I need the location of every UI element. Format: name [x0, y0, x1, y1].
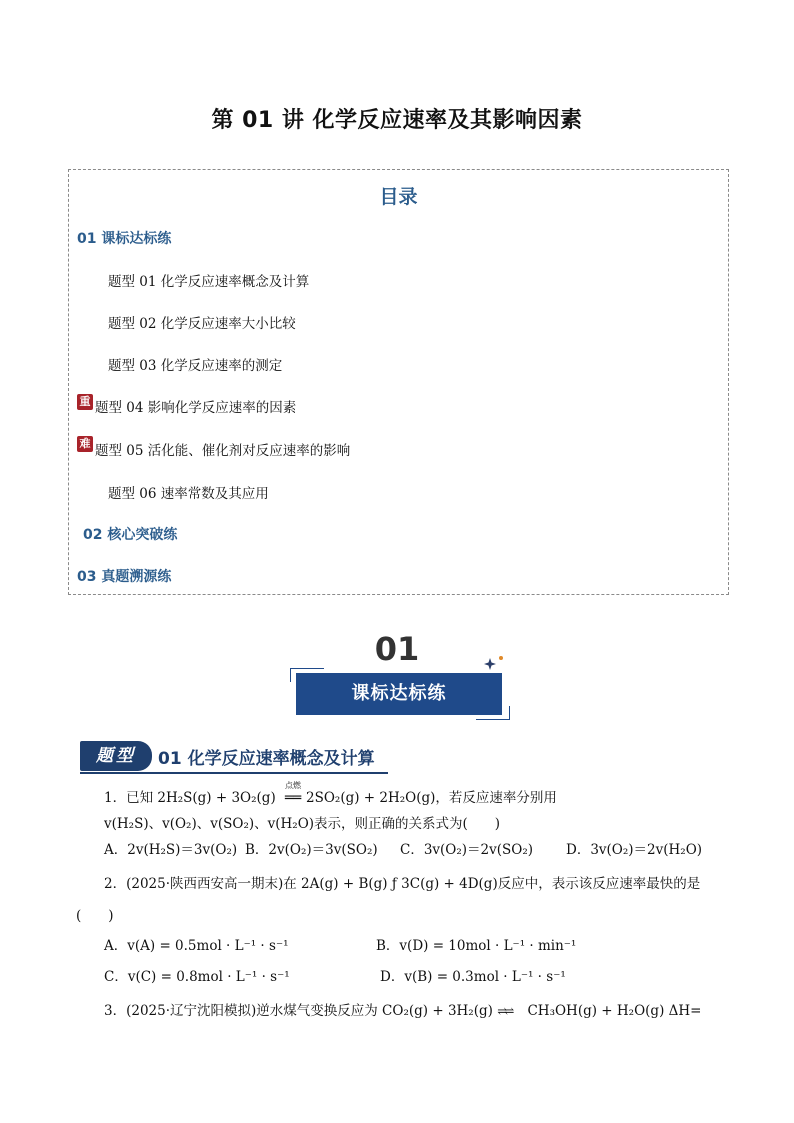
q2-option-a[interactable]: A．v(A) = 0.5mol · L⁻¹ · s⁻¹	[104, 938, 289, 954]
q1-option-c[interactable]: C．3v(O₂)＝2v(SO₂)	[400, 842, 534, 858]
question-1-line-1	[104, 781, 557, 806]
q3-text-b: CH₃OH(g) + H₂O(g) ΔH=	[523, 1003, 702, 1019]
toc-item-4[interactable]: 题型 04 影响化学反应速率的因素	[95, 400, 297, 416]
reaction-arrow: 点燃 ══	[280, 790, 306, 806]
reaction-condition: 点燃	[285, 781, 302, 790]
toc-section-3[interactable]: 03 真题溯源练	[77, 569, 172, 585]
question-type-underline	[80, 772, 388, 774]
question-1-line-2: v(H₂S)、v(O₂)、v(SO₂)、v(H₂O)表示，则正确的关系式为( )	[104, 816, 501, 832]
question-type-title: 01 化学反应速率概念及计算	[158, 749, 375, 769]
section-banner: 课标达标练	[296, 673, 502, 715]
question-2-line-2: ( )	[76, 908, 114, 924]
q2-option-c[interactable]: C．v(C) = 0.8mol · L⁻¹ · s⁻¹	[104, 969, 290, 985]
difficult-badge-icon: 难	[77, 436, 93, 452]
q1-text-b: 2SO₂(g) + 2H₂O(g)，若反应速率分别用	[306, 790, 557, 806]
toc-item-2[interactable]: 题型 02 化学反应速率大小比较	[108, 316, 296, 332]
page-title: 第 01 讲 化学反应速率及其影响因素	[211, 108, 583, 133]
q1-option-b[interactable]: B．2v(O₂)＝3v(SO₂)	[245, 842, 378, 858]
question-3-line-1	[104, 999, 701, 1019]
toc-section-2[interactable]: 02 核心突破练	[83, 527, 178, 543]
equilibrium-arrow-icon: ⇌⇌	[497, 1004, 512, 1018]
q1-option-d[interactable]: D．3v(O₂)＝2v(H₂O)	[566, 842, 703, 858]
question-2-line-1: 2．(2025·陕西西安高一期末)在 2A(g) + B(g) ƒ 3C(g) + 4D(g)反应中，表示该反应速率最快的是	[104, 876, 701, 892]
q1-text-a: 1．已知 2H₂S(g) + 3O₂(g)	[104, 790, 281, 806]
key-badge-icon: 重	[77, 394, 93, 410]
sparkle-icon	[484, 655, 506, 671]
toc-heading: 目录	[379, 186, 418, 208]
toc-item-3[interactable]: 题型 03 化学反应速率的测定	[108, 358, 283, 374]
q2-option-d[interactable]: D．v(B) = 0.3mol · L⁻¹ · s⁻¹	[380, 969, 566, 985]
q2-option-b[interactable]: B．v(D) = 10mol · L⁻¹ · min⁻¹	[376, 938, 577, 954]
q1-option-a[interactable]: A．2v(H₂S)＝3v(O₂)	[104, 842, 238, 858]
section-number: 01	[374, 630, 420, 668]
question-type-tag: 题型	[80, 741, 152, 771]
toc-item-1[interactable]: 题型 01 化学反应速率概念及计算	[108, 274, 310, 290]
q3-text-a: 3．(2025·辽宁沈阳模拟)逆水煤气变换反应为 CO₂(g) + 3H₂(g)	[104, 1003, 498, 1019]
toc-item-5[interactable]: 题型 05 活化能、催化剂对反应速率的影响	[95, 443, 351, 459]
toc-section-1[interactable]: 01 课标达标练	[77, 231, 172, 247]
table-of-contents	[68, 169, 729, 595]
toc-item-6[interactable]: 题型 06 速率常数及其应用	[108, 486, 269, 502]
